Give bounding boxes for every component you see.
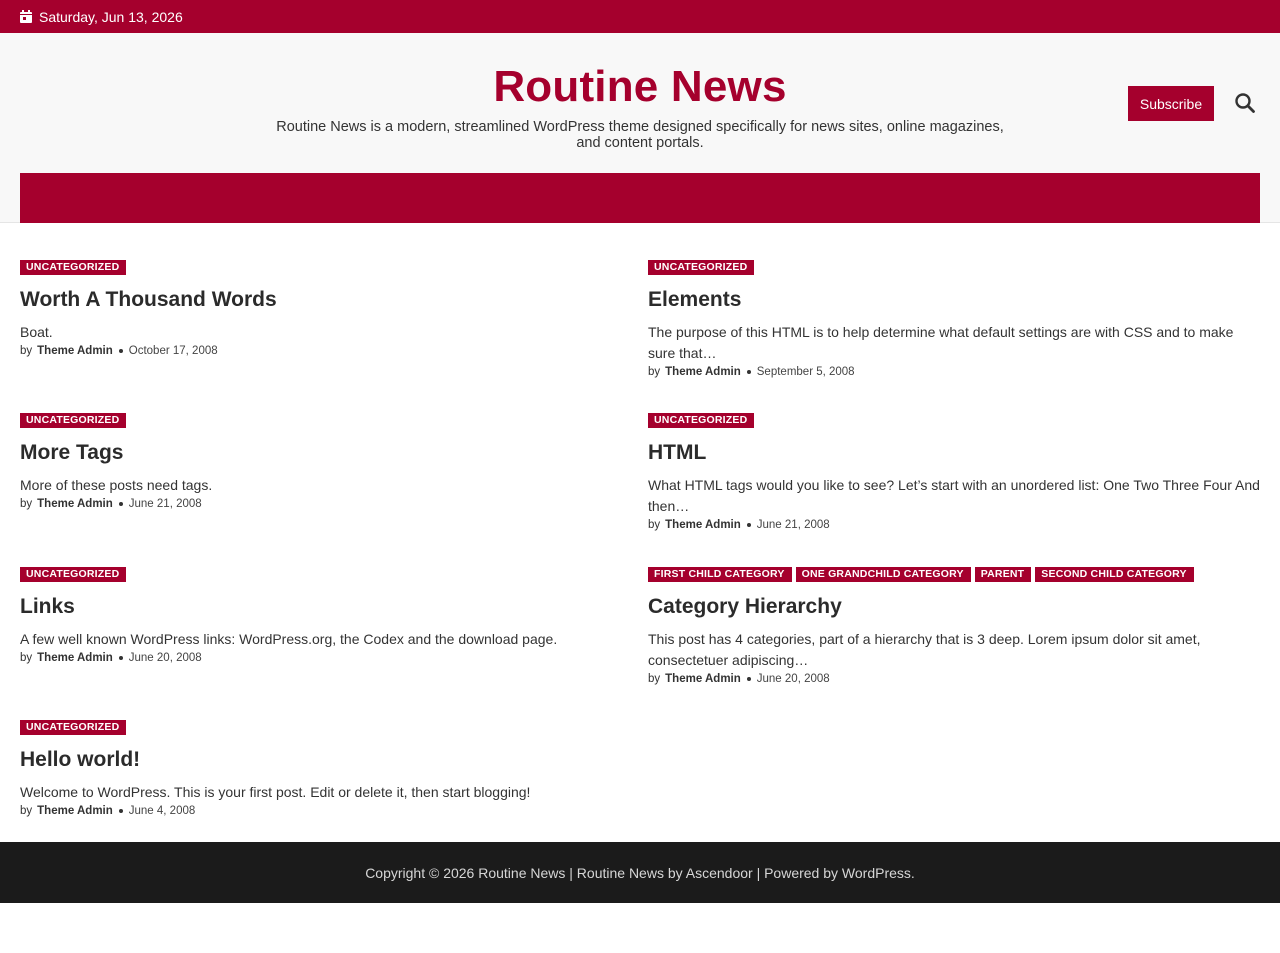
site-header [0,33,1280,223]
branding [0,61,1280,151]
post-date[interactable]: June 21, 2008 [128,498,202,510]
post-title[interactable]: Hello world! [20,748,141,771]
site-footer [0,842,1280,903]
post-excerpt: A few well known WordPress links: WordPress.org, the Codex and the download page. [20,631,558,647]
post-title[interactable]: More Tags [20,441,124,464]
post-title[interactable]: Elements [648,288,742,311]
post-meta [20,805,632,817]
post-excerpt: Welcome to WordPress. This is your first post. Edit or delete it, then start blogging! [20,784,531,800]
by-label: by [20,652,33,664]
by-label: by [20,498,33,510]
site-tagline: Routine News is a modern, streamlined WordPress theme designed specifically for news sites, online magazines, and content portals. [276,119,1004,151]
separator-dot [119,656,123,660]
post-categories [648,567,1260,583]
separator-dot [119,809,123,813]
post-excerpt: More of these posts need tags. [20,477,213,493]
posts-grid [0,223,1280,841]
top-bar [0,0,1280,33]
post-date[interactable]: June 20, 2008 [128,652,202,664]
post-meta [648,519,1260,531]
separator-dot [747,370,751,374]
post-title[interactable]: Worth A Thousand Words [20,288,277,311]
post-categories [648,260,1260,276]
by-label: by [648,519,661,531]
post-excerpt: What HTML tags would you like to see? Let’s start with an unordered list: One Two Three Four And then… [648,477,1260,514]
post-meta [20,345,632,357]
post-categories [20,413,632,429]
category-tag[interactable]: UNCATEGORIZED [20,260,126,275]
post-author[interactable]: Theme Admin [37,345,113,357]
post-date[interactable]: June 21, 2008 [756,519,830,531]
category-tag[interactable]: UNCATEGORIZED [648,260,754,275]
subscribe-button[interactable]: Subscribe [1128,86,1214,121]
post-card [648,413,1260,531]
category-tag[interactable]: FIRST CHILD CATEGORY [648,567,792,582]
current-date: Saturday, Jun 13, 2026 [39,8,183,25]
post-author[interactable]: Theme Admin [37,498,113,510]
post-card [20,720,632,817]
post-card [20,413,632,510]
post-excerpt: Boat. [20,324,53,340]
post-title[interactable]: Category Hierarchy [648,595,842,618]
by-label: by [648,673,661,685]
post-date[interactable]: June 4, 2008 [128,805,196,817]
separator-dot [747,523,751,527]
by-label: by [648,366,661,378]
post-author[interactable]: Theme Admin [665,366,741,378]
primary-navigation [20,173,1260,223]
post-excerpt: The purpose of this HTML is to help determine what default settings are with CSS and to make sure that… [648,324,1234,361]
separator-dot [119,502,123,506]
post-date[interactable]: October 17, 2008 [128,345,218,357]
post-author[interactable]: Theme Admin [665,673,741,685]
category-tag[interactable]: SECOND CHILD CATEGORY [1035,567,1193,582]
post-categories [20,260,632,276]
category-tag[interactable]: ONE GRANDCHILD CATEGORY [796,567,971,582]
post-card [648,567,1260,685]
post-meta [20,498,632,510]
by-label: by [20,345,33,357]
category-tag[interactable]: PARENT [975,567,1032,582]
separator-dot [119,349,123,353]
post-meta [648,673,1260,685]
post-categories [648,413,1260,429]
post-author[interactable]: Theme Admin [37,805,113,817]
search-icon[interactable] [1234,92,1256,114]
site-title[interactable]: Routine News [493,62,787,111]
category-tag[interactable]: UNCATEGORIZED [20,413,126,428]
post-categories [20,720,632,736]
category-tag[interactable]: UNCATEGORIZED [20,720,126,735]
post-card [20,260,632,357]
calendar-icon [20,10,32,23]
post-date[interactable]: June 20, 2008 [756,673,830,685]
post-author[interactable]: Theme Admin [37,652,113,664]
copyright-text: Copyright © 2026 Routine News | Routine News by Ascendoor | Powered by WordPress. [365,864,915,881]
post-date[interactable]: September 5, 2008 [756,366,855,378]
post-author[interactable]: Theme Admin [665,519,741,531]
category-tag[interactable]: UNCATEGORIZED [20,567,126,582]
separator-dot [747,677,751,681]
post-meta [648,366,1260,378]
post-excerpt: This post has 4 categories, part of a hierarchy that is 3 deep. Lorem ipsum dolor sit amet, consectetuer adipiscing… [648,631,1201,668]
post-title[interactable]: HTML [648,441,707,464]
category-tag[interactable]: UNCATEGORIZED [648,413,754,428]
post-meta [20,652,632,664]
post-card [20,567,632,664]
post-title[interactable]: Links [20,595,75,618]
post-categories [20,567,632,583]
post-card [648,260,1260,378]
by-label: by [20,805,33,817]
